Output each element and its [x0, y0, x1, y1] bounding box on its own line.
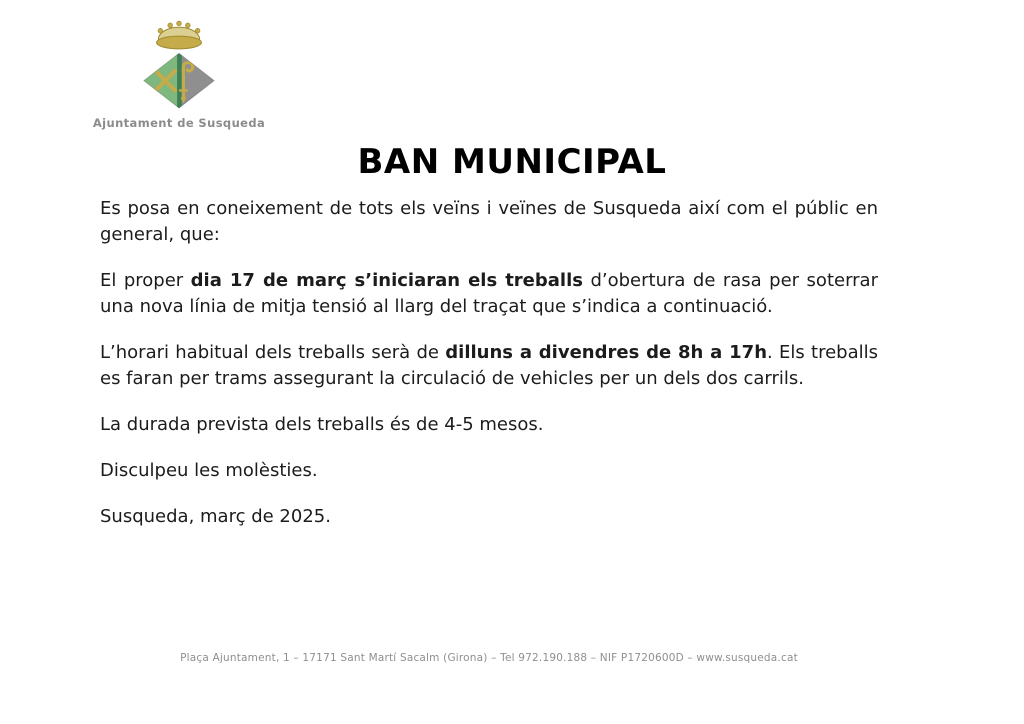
text-run: d’obertura de rasa per soterrar una nova línia de mitja tensió al llarg del traçat que s’indica a continuació.: [100, 270, 878, 317]
paragraph: [100, 196, 878, 248]
text-run: L’horari habitual dels treballs serà de: [100, 342, 446, 363]
susqueda-coat-of-arms-icon: [120, 18, 238, 111]
logo-caption: Ajuntament de Susqueda: [92, 116, 266, 130]
dark-green-pale: [177, 47, 182, 111]
text-run: Es posa en coneixement de tots els veïns i veïnes de Susqueda així com el públic en general, que:: [100, 198, 878, 245]
text-run: La durada prevista dels treballs és de 4-5 mesos.: [100, 414, 544, 435]
bold-text-run: dilluns a divendres de 8h a 17h: [445, 342, 768, 363]
gray-field: [182, 47, 238, 111]
paragraph: [100, 268, 878, 320]
document-body: [100, 196, 878, 550]
logo-block: [88, 18, 270, 130]
crown-icon: [156, 21, 201, 49]
lozenge-shield: [120, 47, 237, 111]
footer-address-line: Plaça Ajuntament, 1 – 17171 Sant Martí Sacalm (Girona) – Tel 972.190.188 – NIF P1720600D – www.susqueda.cat: [180, 652, 798, 664]
text-run: . Els treballs es faran per trams assegurant la circulació de vehicles per un dels dos carrils.: [100, 342, 879, 389]
bold-text-run: dia 17 de març s’iniciaran els treballs: [190, 270, 583, 291]
text-run: Susqueda, març de 2025.: [100, 506, 331, 527]
text-run: Disculpeu les molèsties.: [100, 460, 318, 481]
paragraph: [100, 504, 878, 530]
paragraph: [100, 340, 878, 392]
paragraph: [100, 458, 878, 484]
text-run: El proper: [100, 270, 191, 291]
paragraph: [100, 412, 878, 438]
page-title: BAN MUNICIPAL: [357, 142, 667, 182]
